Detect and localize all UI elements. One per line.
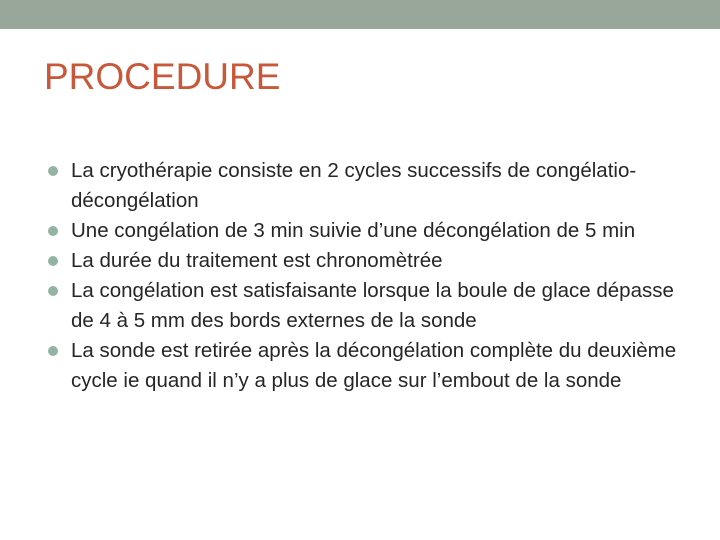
bullet-dot-icon <box>48 226 58 236</box>
bullet-text: La congélation est satisfaisante lorsque la boule de glace dépasse de 4 à 5 mm des bords externes de la sonde <box>71 279 674 332</box>
bullet-text: La cryothérapie consiste en 2 cycles successifs de congélatio-décongélation <box>71 159 637 212</box>
bullet-dot-icon <box>48 256 58 266</box>
bullet-dot-icon <box>48 166 58 176</box>
bullet-dot-icon <box>48 346 58 356</box>
slide-title: PROCEDURE <box>44 56 281 97</box>
bullet-item <box>48 216 698 246</box>
bullet-item <box>48 156 698 216</box>
bullet-text: Une congélation de 3 min suivie d’une décongélation de 5 min <box>71 219 636 242</box>
bullet-item <box>48 276 698 336</box>
bullet-text: La sonde est retirée après la décongélation complète du deuxième cycle ie quand il n’y a plus de glace sur l’embout de la sonde <box>71 339 677 392</box>
bullet-list <box>48 156 698 396</box>
top-band <box>0 0 720 29</box>
bullet-dot-icon <box>48 286 58 296</box>
bullet-text: La durée du traitement est chronomètrée <box>71 249 443 272</box>
bullet-item <box>48 336 698 396</box>
bullet-item <box>48 246 698 276</box>
